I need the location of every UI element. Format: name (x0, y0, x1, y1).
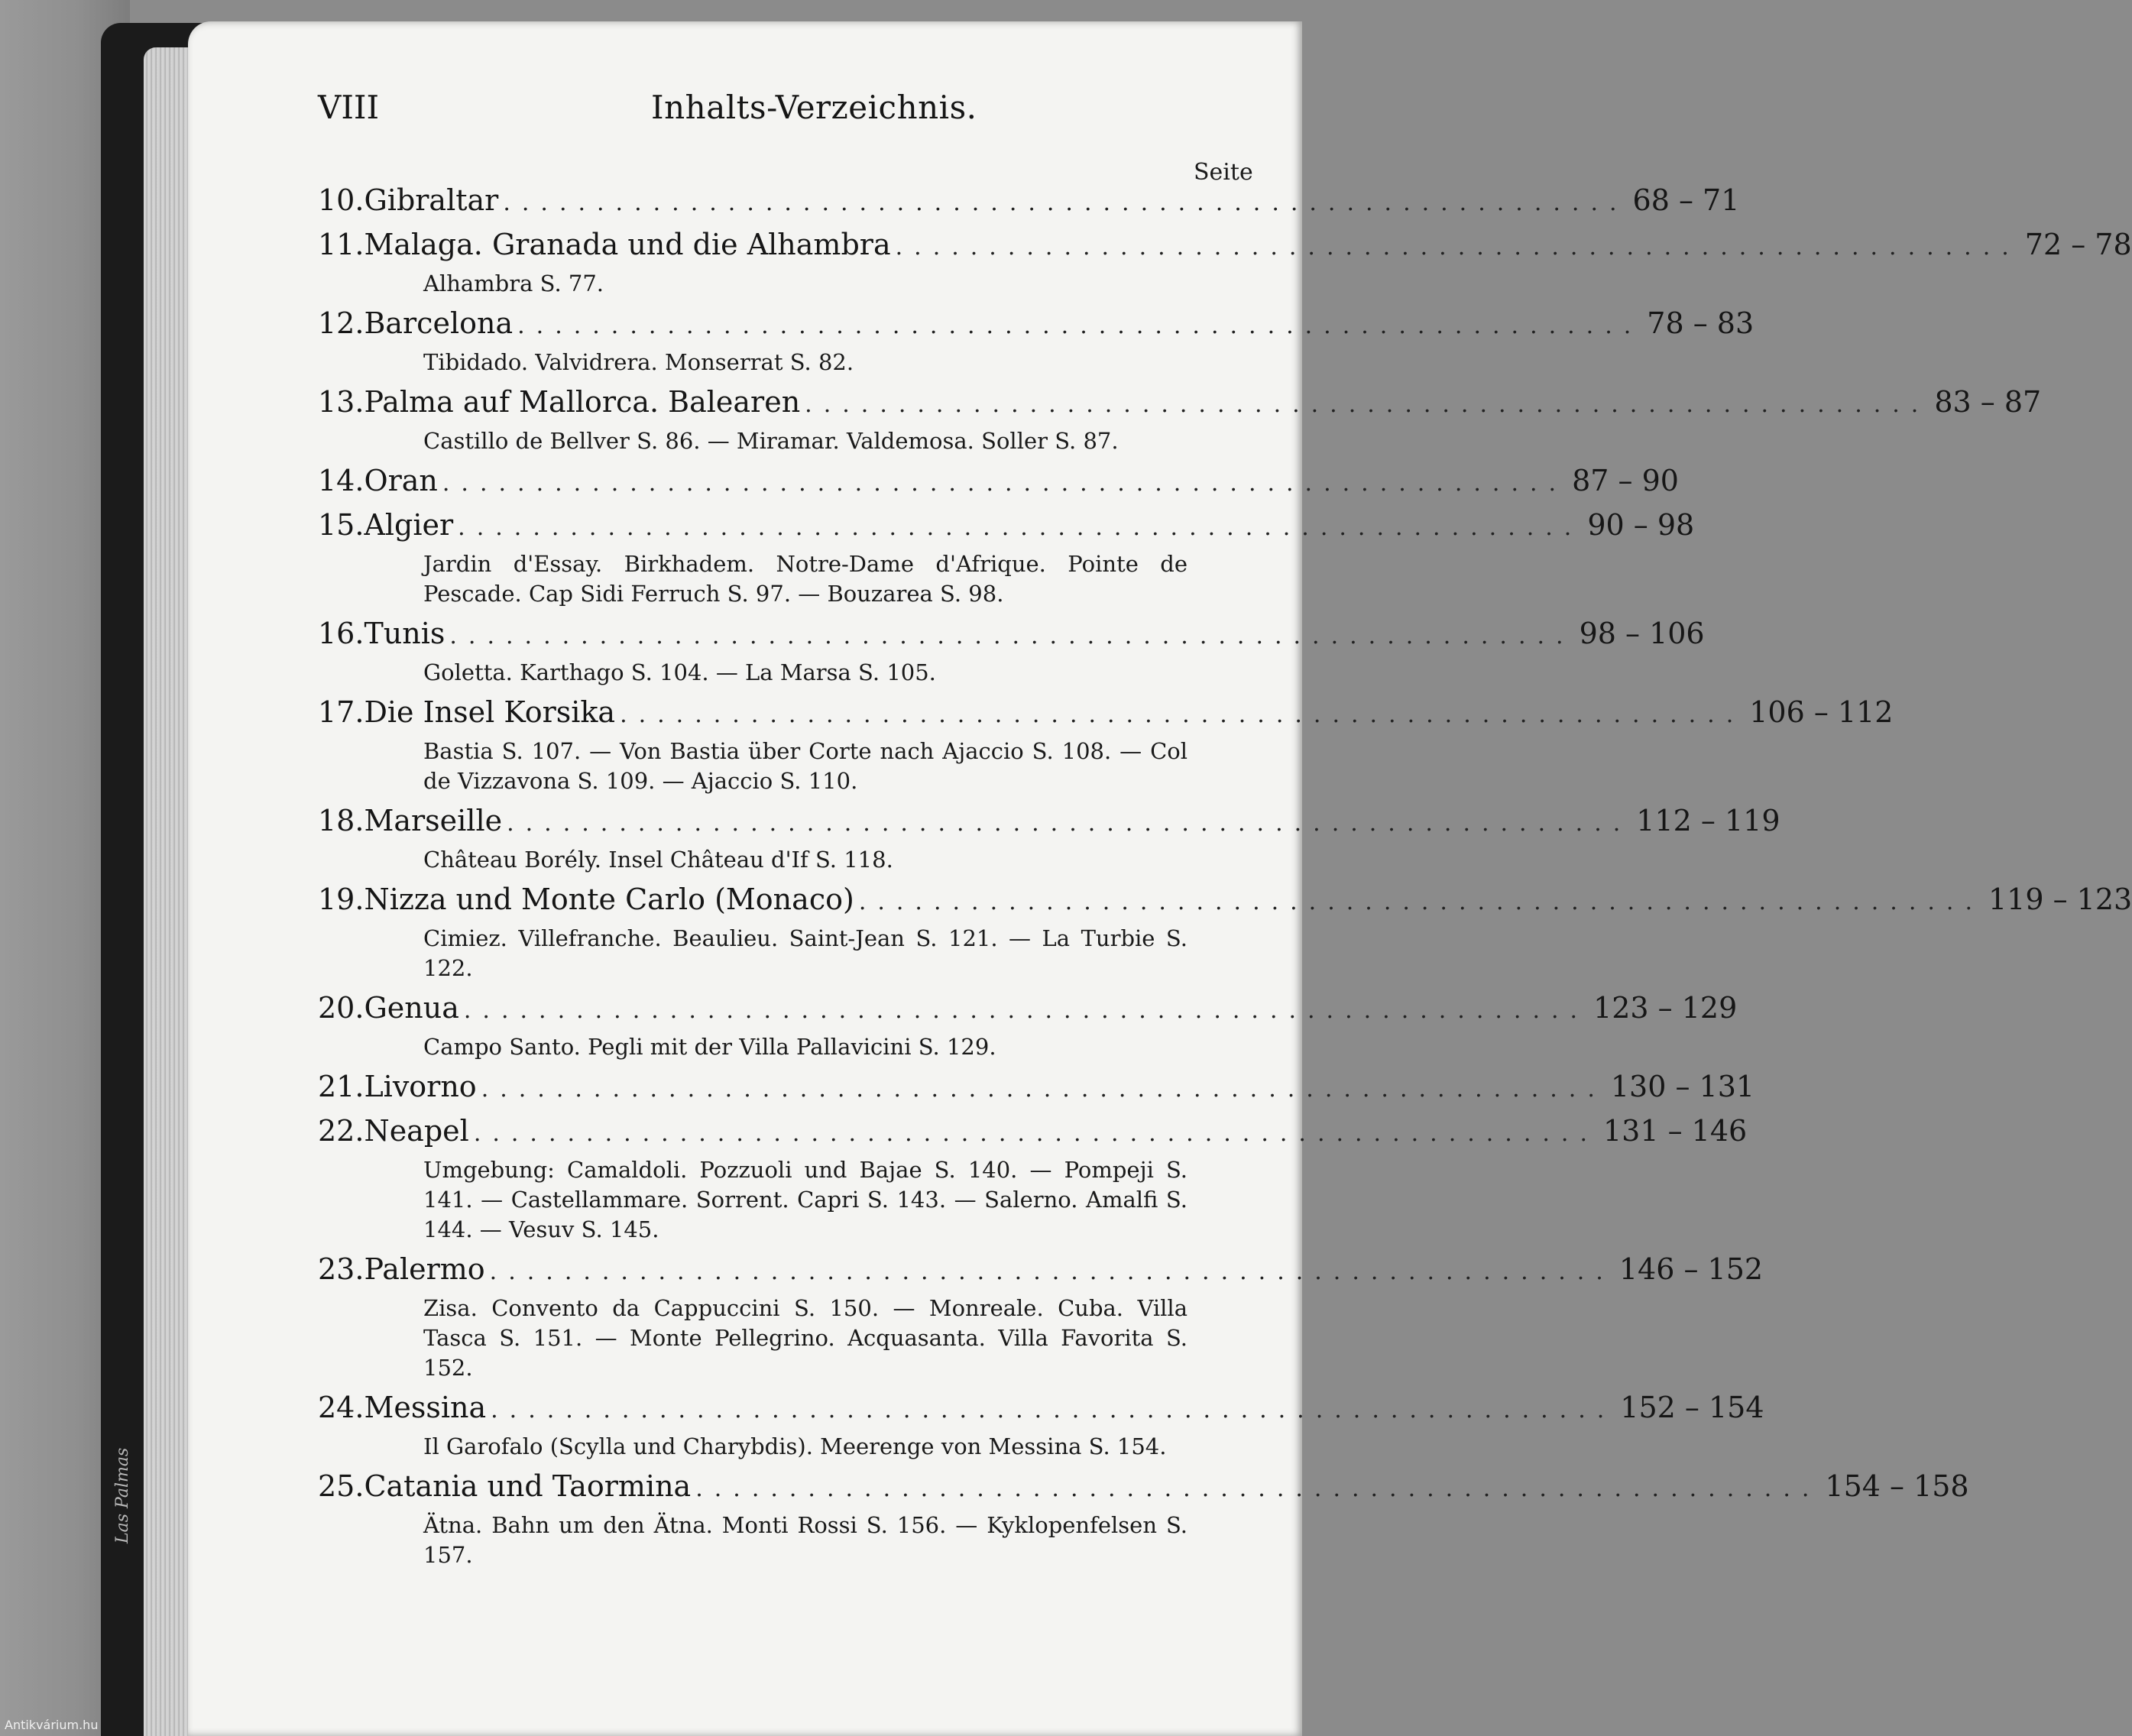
toc-entry (318, 306, 1755, 377)
toc-entry-row (318, 883, 2132, 927)
chapter-subentries: Tibidado. Valvidrera. Monserrat S. 82. (423, 349, 854, 375)
dot-leader: ............................................................ (695, 1475, 1821, 1502)
page-range: 90 – 98 (1587, 508, 1695, 542)
dot-leader: ............................................................ (449, 623, 1575, 649)
toc-entry-row (318, 695, 1894, 740)
dot-leader: ............................................................ (805, 391, 1930, 418)
toc-entry-row (318, 991, 1738, 1035)
page-range: 123 – 129 (1593, 991, 1738, 1025)
page-edges (144, 47, 190, 1736)
toc-entry-row (318, 617, 1705, 661)
chapter-number: 21. (318, 1070, 365, 1103)
dot-leader: ............................................................ (503, 189, 1628, 216)
toc-entry-row (318, 385, 2042, 429)
page-range: 130 – 131 (1610, 1070, 1755, 1103)
chapter-title: Neapel (364, 1114, 469, 1148)
chapter-number: 17. (318, 695, 365, 729)
toc-entry (318, 1114, 1748, 1245)
chapter-title: Nizza und Monte Carlo (Monaco) (364, 883, 854, 916)
page-range: 83 – 87 (1934, 385, 2042, 419)
toc-entry-row (318, 306, 1755, 351)
table-of-contents (318, 183, 2132, 1578)
chapter-number: 13. (318, 385, 365, 419)
chapter-title: Messina (364, 1391, 487, 1424)
dot-leader: ............................................................ (858, 889, 1984, 915)
page-range: 72 – 78 (2024, 228, 2132, 261)
chapter-title: Gibraltar (364, 183, 499, 217)
toc-entry-row (318, 804, 1780, 848)
chapter-subentries: Umgebung: Camaldoli. Pozzuoli und Bajae S. 140. — Pompeji S. 141. — Castellammare. Sorrent. Capri S. 143. — Salerno. Amalfi S. 144. — Vesuv S. 145. (423, 1157, 1188, 1242)
toc-entry (318, 883, 2132, 983)
toc-entry (318, 991, 1738, 1062)
page-title: Inhalts-Verzeichnis. (651, 89, 977, 126)
dot-leader: ............................................................ (442, 470, 1568, 497)
chapter-title: Palermo (364, 1252, 485, 1286)
dot-leader: ............................................................ (491, 1397, 1616, 1423)
toc-entry-row (318, 1391, 1764, 1435)
toc-entry (318, 1469, 1969, 1570)
toc-entry (318, 695, 1894, 796)
chapter-subentries: Jardin d'Essay. Birkhadem. Notre-Dame d'Afrique. Pointe de Pescade. Cap Sidi Ferruch S. 97. — Bouzarea S. 98. (423, 551, 1188, 607)
chapter-number: 18. (318, 804, 365, 837)
page-range: 131 – 146 (1602, 1114, 1748, 1148)
page-header (318, 89, 1285, 131)
dot-leader: ............................................................ (473, 1120, 1599, 1147)
chapter-number: 15. (318, 508, 365, 542)
chapter-title: Algier (364, 508, 454, 542)
chapter-subentries: Alhambra S. 77. (423, 270, 604, 296)
chapter-number: 16. (318, 617, 365, 650)
page-range: 152 – 154 (1620, 1391, 1764, 1424)
chapter-subentries: Castillo de Bellver S. 86. — Miramar. Valdemosa. Soller S. 87. (423, 428, 1119, 454)
watermark: Antikvárium.hu (5, 1718, 99, 1732)
toc-entry (318, 228, 2132, 299)
chapter-number: 20. (318, 991, 365, 1025)
chapter-number: 25. (318, 1469, 365, 1503)
chapter-title: Barcelona (364, 306, 514, 340)
page-range: 112 – 119 (1636, 804, 1780, 837)
toc-entry-row (318, 1070, 1755, 1114)
page-range: 154 – 158 (1825, 1469, 1969, 1503)
chapter-subentries: Bastia S. 107. — Von Bastia über Corte nach Ajaccio S. 108. — Col de Vizzavona S. 109. — Ajaccio S. 110. (423, 738, 1188, 794)
dot-leader: ............................................................ (507, 810, 1632, 837)
page-range: 78 – 83 (1647, 306, 1755, 340)
chapter-title: Genua (364, 991, 459, 1025)
dot-leader: ............................................................ (489, 1258, 1615, 1285)
chapter-subentries: Campo Santo. Pegli mit der Villa Pallavicini S. 129. (423, 1034, 996, 1060)
toc-entry (318, 508, 1695, 609)
page-range: 106 – 112 (1749, 695, 1894, 729)
chapter-title: Oran (364, 464, 438, 497)
dot-leader: ............................................................ (463, 997, 1589, 1024)
chapter-title: Malaga. Granada und die Alhambra (364, 228, 891, 261)
toc-entry (318, 1391, 1764, 1462)
dot-leader: ............................................................ (517, 313, 1643, 339)
chapter-subentries: Zisa. Convento da Cappuccini S. 150. — Monreale. Cuba. Villa Tasca S. 151. — Monte Pellegrino. Acquasanta. Villa Favorita S. 152. (423, 1295, 1188, 1381)
chapter-title: Die Insel Korsika (364, 695, 616, 729)
seite-label: Seite (1194, 159, 1253, 186)
chapter-title: Palma auf Mallorca. Balearen (364, 385, 801, 419)
chapter-number: 23. (318, 1252, 365, 1286)
toc-entry (318, 617, 1705, 688)
page-range: 87 – 90 (1572, 464, 1679, 497)
toc-entry (318, 1070, 1755, 1114)
chapter-subentries: Il Garofalo (Scylla und Charybdis). Meerenge von Messina S. 154. (423, 1433, 1167, 1459)
chapter-number: 19. (318, 883, 365, 916)
toc-entry (318, 1252, 1764, 1383)
toc-entry-row (318, 1114, 1748, 1158)
chapter-subentries: Château Borély. Insel Château d'If S. 118. (423, 847, 893, 873)
chapter-subentries: Ätna. Bahn um den Ätna. Monti Rossi S. 156. — Kyklopenfelsen S. 157. (423, 1512, 1188, 1568)
dot-leader: ............................................................ (895, 234, 2020, 261)
chapter-number: 11. (318, 228, 365, 261)
toc-entry-row (318, 1252, 1764, 1297)
toc-entry (318, 804, 1780, 875)
page-range: 119 – 123 (1988, 883, 2132, 916)
toc-entry-row (318, 1469, 1969, 1514)
chapter-title: Catania und Taormina (364, 1469, 692, 1503)
page-range: 146 – 152 (1618, 1252, 1764, 1286)
chapter-subentries: Goletta. Karthago S. 104. — La Marsa S. 105. (423, 659, 936, 685)
toc-entry-row (318, 228, 2132, 272)
chapter-title: Livorno (364, 1070, 477, 1103)
chapter-number: 14. (318, 464, 365, 497)
toc-entry (318, 183, 1740, 228)
toc-entry-row (318, 183, 1740, 228)
dot-leader: ............................................................ (620, 701, 1745, 728)
toc-entry (318, 385, 2042, 456)
page-range: 68 – 71 (1632, 183, 1740, 217)
chapter-title: Marseille (364, 804, 503, 837)
page-range: 98 – 106 (1579, 617, 1705, 650)
page-number: VIII (318, 89, 380, 126)
spine-text: Las Palmas (113, 1447, 132, 1543)
toc-entry-row (318, 508, 1695, 552)
dot-leader: ............................................................ (458, 514, 1583, 541)
chapter-title: Tunis (364, 617, 446, 650)
chapter-number: 12. (318, 306, 365, 340)
chapter-number: 10. (318, 183, 365, 217)
chapter-number: 22. (318, 1114, 365, 1148)
dot-leader: ............................................................ (481, 1076, 1606, 1103)
chapter-subentries: Cimiez. Villefranche. Beaulieu. Saint-Jean S. 121. — La Turbie S. 122. (423, 925, 1188, 981)
toc-entry-row (318, 464, 1679, 508)
toc-entry (318, 464, 1679, 508)
chapter-number: 24. (318, 1391, 365, 1424)
